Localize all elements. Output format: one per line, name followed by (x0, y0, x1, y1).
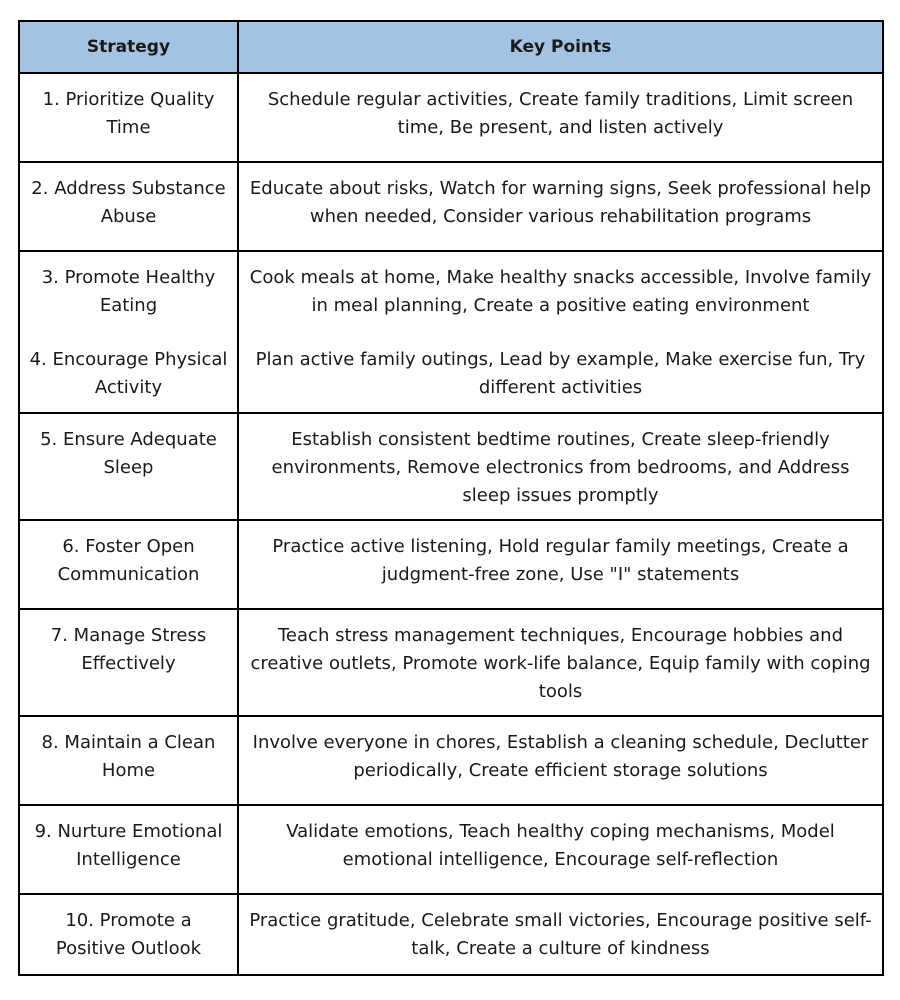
key-points-cell: Validate emotions, Teach healthy coping mechanisms, Model emotional intelligence, Encourage self-reflection (286, 821, 835, 870)
table-row (20, 72, 882, 161)
table-row (20, 412, 882, 519)
strategy-cell: 9. Nurture Emotional Intelligence (20, 806, 239, 893)
key-points-cell: Teach stress management techniques, Encourage hobbies and creative outlets, Promote work-life balance, Equip family with coping tools (250, 625, 871, 702)
strategy-cell: 2. Address Substance Abuse (20, 163, 239, 250)
table-row (20, 250, 882, 334)
strategy-cell: 8. Maintain a Clean Home (20, 717, 239, 804)
table-row (20, 715, 882, 804)
key-points-cell: Practice gratitude, Celebrate small victories, Encourage positive self-talk, Create a culture of kindness (249, 910, 872, 959)
strategy-cell: 1. Prioritize Quality Time (20, 74, 239, 161)
key-points-cell: Practice active listening, Hold regular family meetings, Create a judgment-free zone, Use "I" statements (272, 536, 849, 585)
key-points-cell: Establish consistent bedtime routines, Create sleep-friendly environments, Remove electronics from bedrooms, and Address sleep issues promptly (271, 429, 850, 506)
strategy-cell: 6. Foster Open Communication (20, 521, 239, 608)
key-points-cell: Educate about risks, Watch for warning signs, Seek professional help when needed, Consider various rehabilitation programs (249, 178, 872, 227)
table-header-row (20, 22, 882, 72)
table-row (20, 161, 882, 250)
strategy-cell: 5. Ensure Adequate Sleep (20, 414, 239, 519)
key-points-cell: Plan active family outings, Lead by example, Make exercise fun, Try different activities (255, 349, 866, 398)
strategy-cell: 7. Manage Stress Effectively (20, 610, 239, 715)
table-row (20, 893, 882, 974)
table-row (20, 804, 882, 893)
table-row (20, 608, 882, 715)
header-key-points: Key Points (509, 37, 612, 57)
key-points-cell: Involve everyone in chores, Establish a cleaning schedule, Declutter periodically, Create efficient storage solutions (252, 732, 869, 781)
header-strategy: Strategy (20, 22, 239, 72)
key-points-cell: Cook meals at home, Make healthy snacks accessible, Involve family in meal planning, Create a positive eating environment (249, 267, 872, 316)
table-row (20, 334, 882, 412)
key-points-cell: Schedule regular activities, Create family traditions, Limit screen time, Be present, and listen actively (267, 89, 854, 138)
strategy-table (18, 20, 884, 976)
strategy-cell: 3. Promote Healthy Eating (20, 252, 239, 334)
strategy-cell: 10. Promote a Positive Outlook (20, 895, 239, 974)
strategy-cell: 4. Encourage Physical Activity (20, 334, 239, 412)
table-row (20, 519, 882, 608)
